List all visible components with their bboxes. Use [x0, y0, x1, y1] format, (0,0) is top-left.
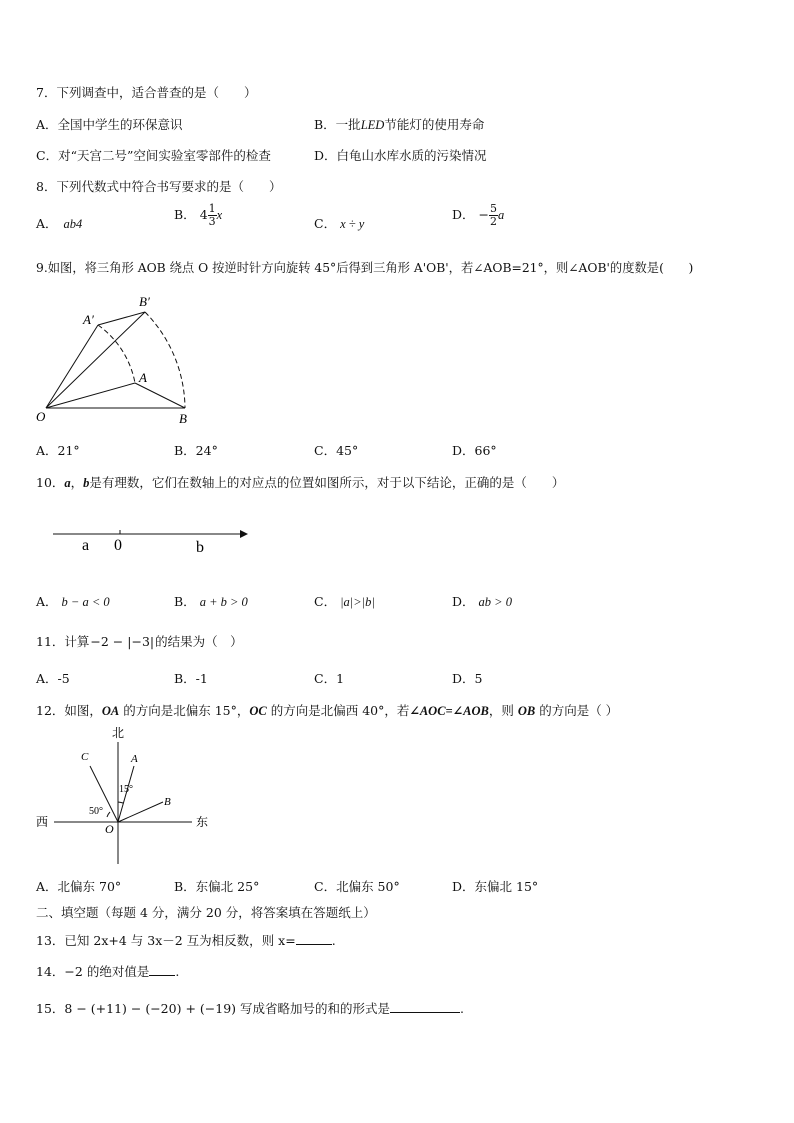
q8-option-b: B． 4 $\frac{1}{3}$ x	[174, 202, 223, 228]
q11-option-a: A．-5	[36, 671, 70, 686]
q11-option-d: D．5	[452, 671, 483, 686]
q12-option-b: B．东偏北 25°	[174, 879, 260, 894]
label-o: O	[36, 409, 46, 424]
q8-option-d: D． − $\frac{5}{2}$ a	[452, 202, 505, 228]
q14: 14．−2 的绝对值是 .	[36, 964, 180, 979]
label-angle-50: 50°	[89, 806, 103, 817]
label-b: B	[179, 411, 187, 426]
label-east: 东	[196, 815, 209, 829]
section-heading: 二、填空题（每题 4 分，满分 20 分，将答案填在答题纸上）	[36, 905, 376, 920]
q10-option-d: D． ab > 0	[452, 594, 512, 609]
label-b: B	[164, 796, 171, 808]
label-west: 西	[36, 815, 49, 829]
q8-option-c: C． x ÷ y	[314, 216, 365, 231]
q12-option-d: D．东偏北 15°	[452, 879, 539, 894]
answer-blank[interactable]	[149, 963, 175, 976]
label-b: b	[196, 539, 204, 556]
ray-ob	[118, 802, 163, 822]
segment-ab	[135, 383, 185, 408]
q9-rotation-figure	[30, 290, 210, 430]
q7-option-a: A．全国中学生的环保意识	[36, 117, 183, 132]
angle-arc-15	[118, 802, 123, 803]
q8-stem: 8．下列代数式中符合书写要求的是（ ）	[36, 179, 282, 194]
q7-option-b: B．一批LED节能灯的使用寿命	[314, 117, 485, 132]
label-angle-15: 15°	[119, 784, 133, 795]
axis-arrow	[240, 530, 248, 538]
q11-option-c: C．1	[314, 671, 345, 686]
q12-option-a: A．北偏东 70°	[36, 879, 122, 894]
q12-direction-figure	[30, 722, 220, 867]
q9-option-d: D．66°	[452, 443, 497, 458]
arc-a-to-a1	[98, 325, 135, 383]
q10-option-c: C． |a|>|b|	[314, 594, 375, 609]
label-o: O	[105, 822, 114, 836]
arc-b-to-b1	[145, 312, 185, 408]
q11-option-b: B．-1	[174, 671, 208, 686]
label-a: A	[131, 753, 138, 765]
q10-option-b: B． a + b > 0	[174, 594, 248, 609]
q10-number-line	[50, 522, 255, 558]
label-a: a	[82, 537, 90, 554]
answer-blank[interactable]	[390, 1000, 460, 1013]
q7-stem: 7．下列调查中，适合普查的是（ ）	[36, 85, 257, 100]
q7-option-d: D．白龟山水库水质的污染情况	[314, 148, 487, 163]
q9-stem: 9.如图，将三角形 AOB 绕点 O 按逆时针方向旋转 45°后得到三角形 A'OB'，若∠AOB=21°，则∠AOB'的度数是( )	[36, 261, 694, 275]
fraction: $\frac{1}{3}$	[208, 202, 216, 228]
angle-arc-50	[107, 812, 110, 817]
q10-stem: 10．a，b是有理数，它们在数轴上的对应点的位置如图所示，对于以下结论，正确的是（ ）	[36, 475, 565, 490]
q10-option-a: A． b − a < 0	[36, 594, 110, 609]
q7-option-c: C．对“天宫二号”空间实验室零部件的检查	[36, 148, 271, 163]
label-b-prime: B′	[139, 294, 150, 309]
label-zero: 0	[114, 537, 122, 554]
q9-option-b: B．24°	[174, 443, 218, 458]
label-a-prime: A′	[83, 312, 94, 327]
label-north: 北	[112, 726, 125, 740]
q12-option-c: C．北偏东 50°	[314, 879, 400, 894]
label-a: A	[139, 370, 147, 385]
fraction: $\frac{5}{2}$	[490, 202, 498, 228]
q15: 15．8 − (+11) − (−20) + (−19) 写成省略加号的和的形式是 .	[36, 1001, 464, 1016]
q9-option-a: A．21°	[36, 443, 80, 458]
q12-stem: 12．如图，OA 的方向是北偏东 15°，OC 的方向是北偏西 40°，若∠AOC=∠AOB，则 OB 的方向是（ ）	[36, 703, 619, 718]
q9-option-c: C．45°	[314, 443, 359, 458]
answer-blank[interactable]	[296, 932, 332, 945]
q13: 13．已知 2x+4 与 3x－2 互为相反数，则 x= .	[36, 933, 336, 948]
q11-stem: 11．计算−2 − |−3|的结果为（ ）	[36, 634, 243, 649]
q8-option-a: A． ab4	[36, 216, 83, 231]
label-c: C	[81, 751, 89, 763]
